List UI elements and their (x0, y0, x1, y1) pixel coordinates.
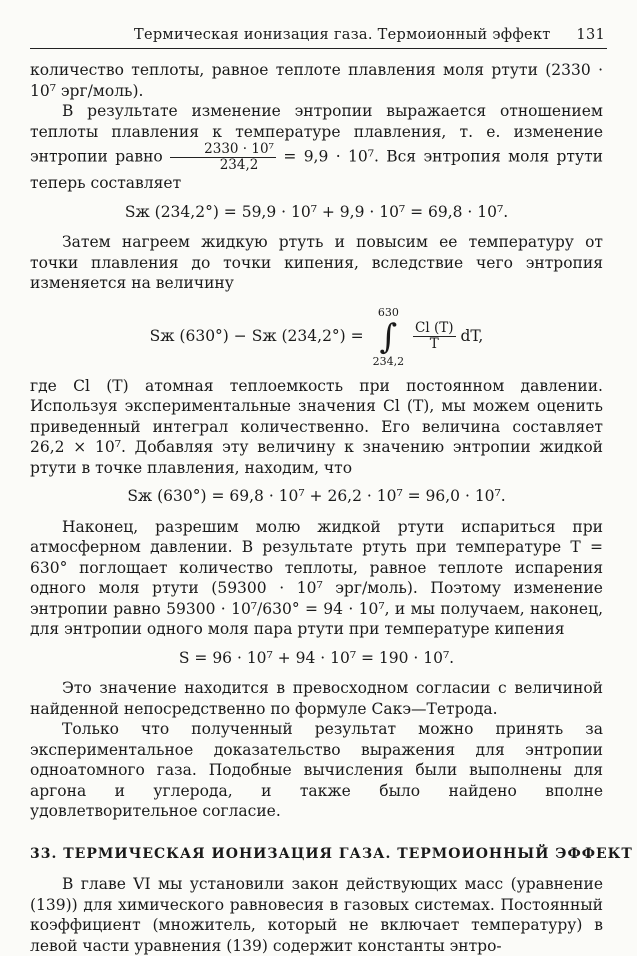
paragraph-5: Наконец, разрешим молю жидкой ртути испариться при атмосферном давлении. В результате ртуть при температуре T = 630° поглощает количество теплоты, равное теплоте испарения одного моля ртути (59300 · 10⁷ эрг/моль). Поэтому изменение энтропии равно 59300 · 10⁷/630° = 94 · 10⁷, и мы получаем, наконец, для энтропии одного моля пара ртути при температуре кипения (30, 517, 603, 638)
integrand-numerator: Cl (T) (415, 320, 454, 336)
integral-lower-limit: 234,2 (372, 354, 405, 368)
section-heading: 33. ТЕРМИЧЕСКАЯ ИОНИЗАЦИЯ ГАЗА. ТЕРМОИОННЫЙ ЭФФЕКТ (30, 845, 633, 862)
entropy-fraction-numerator: 2330 · 10⁷ (170, 142, 276, 158)
paragraph-7: Только что полученный результат можно принять за экспериментальное доказательство выражения для энтропии одноатомного газа. Подобные вычисления были выполнены для аргона и углерода, и также было найдено вполне удовлетворительное согласие. (30, 720, 603, 820)
paragraph-4: где Cl (T) атомная теплоемкость при постоянном давлении. Используя экспериментальные значения Cl (T), мы можем оценить приведенный интеграл количественно. Его величина составляет 26,2 × 10⁷. Добавляя эту величину к значению энтропии жидкой ртути в точке плавления, находим, что (30, 376, 603, 477)
page-number: 131 (576, 27, 605, 43)
integrand-denominator: T (429, 336, 439, 352)
integral-upper-limit: 630 (377, 305, 399, 319)
paragraph-8: В главе VI мы установили закон действующих масс (уравнение (139)) для химического равновесия в газовых системах. Постоянный коэффициент (множитель, который не включает температуру) в левой части уравнения (139) содержит константы энтро- (30, 875, 603, 955)
entropy-fraction-denominator: 234,2 (219, 157, 259, 173)
entropy-fraction (170, 142, 276, 173)
equation-2-tail: dT, (460, 326, 484, 345)
paragraph-6: Это значение находится в превосходном согласии с величиной найденной непосредственно по формуле Сакэ—Тетрода. (30, 679, 603, 718)
paragraph-2-text-after: = 9,9 · 10⁷. Вся энтропия моля ртути теперь составляет (30, 147, 604, 192)
paragraph-3: Затем нагреем жидкую ртуть и повысим ее температуру от точки плавления до точки кипения, вследствие чего энтропия изменяется на величину (30, 233, 603, 292)
equation-1: Sж (234,2°) = 59,9 · 10⁷ + 9,9 · 10⁷ = 69,8 · 10⁷. (124, 202, 509, 221)
page-body (30, 60, 633, 956)
integral-icon: ∫ (379, 316, 398, 357)
integral-sign (373, 306, 405, 368)
equation-4: S = 96 · 10⁷ + 94 · 10⁷ = 190 · 10⁷. (178, 648, 455, 667)
equation-2-left: Sж (630°) − Sж (234,2°) = (149, 326, 364, 345)
running-header (30, 26, 607, 49)
paragraph-2 (30, 101, 603, 194)
running-title: Термическая ионизация газа. Термоионный эффект (134, 27, 551, 43)
integrand-fraction (413, 321, 455, 352)
equation-2 (30, 306, 603, 368)
paragraph-2-text-before: В результате изменение энтропии выражается отношением теплоты плавления к температуре плавления, т. е. изменение энтропии равно (30, 102, 603, 166)
paragraph-1: количество теплоты, равное теплоте плавления моля ртути (2330 · 10⁷ эрг/моль). (30, 61, 603, 100)
equation-3: Sж (630°) = 69,8 · 10⁷ + 26,2 · 10⁷ = 96,0 · 10⁷. (127, 487, 506, 505)
